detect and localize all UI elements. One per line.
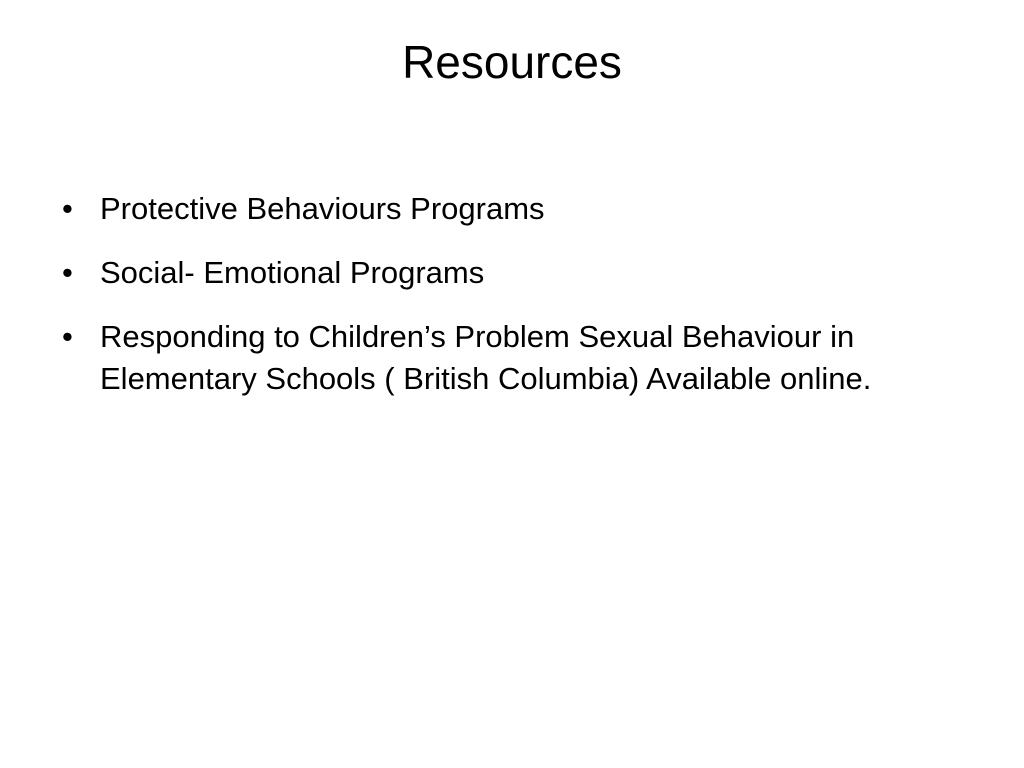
bullet-text: Responding to Children’s Problem Sexual Behaviour in Elementary Schools ( British Columbia) Available online. <box>100 319 872 396</box>
bullet-item-protective-behaviours <box>60 188 890 230</box>
bullet-marker: • <box>62 319 73 354</box>
slide-title: Resources <box>402 36 622 88</box>
bullet-item-social-emotional <box>60 252 890 294</box>
bullet-text: Social- Emotional Programs <box>100 255 485 290</box>
bullet-marker: • <box>62 191 73 226</box>
bullet-marker: • <box>62 255 73 290</box>
bullet-item-responding-to-children <box>60 316 890 400</box>
bullet-text: Protective Behaviours Programs <box>100 191 545 226</box>
bullet-list <box>60 188 890 422</box>
